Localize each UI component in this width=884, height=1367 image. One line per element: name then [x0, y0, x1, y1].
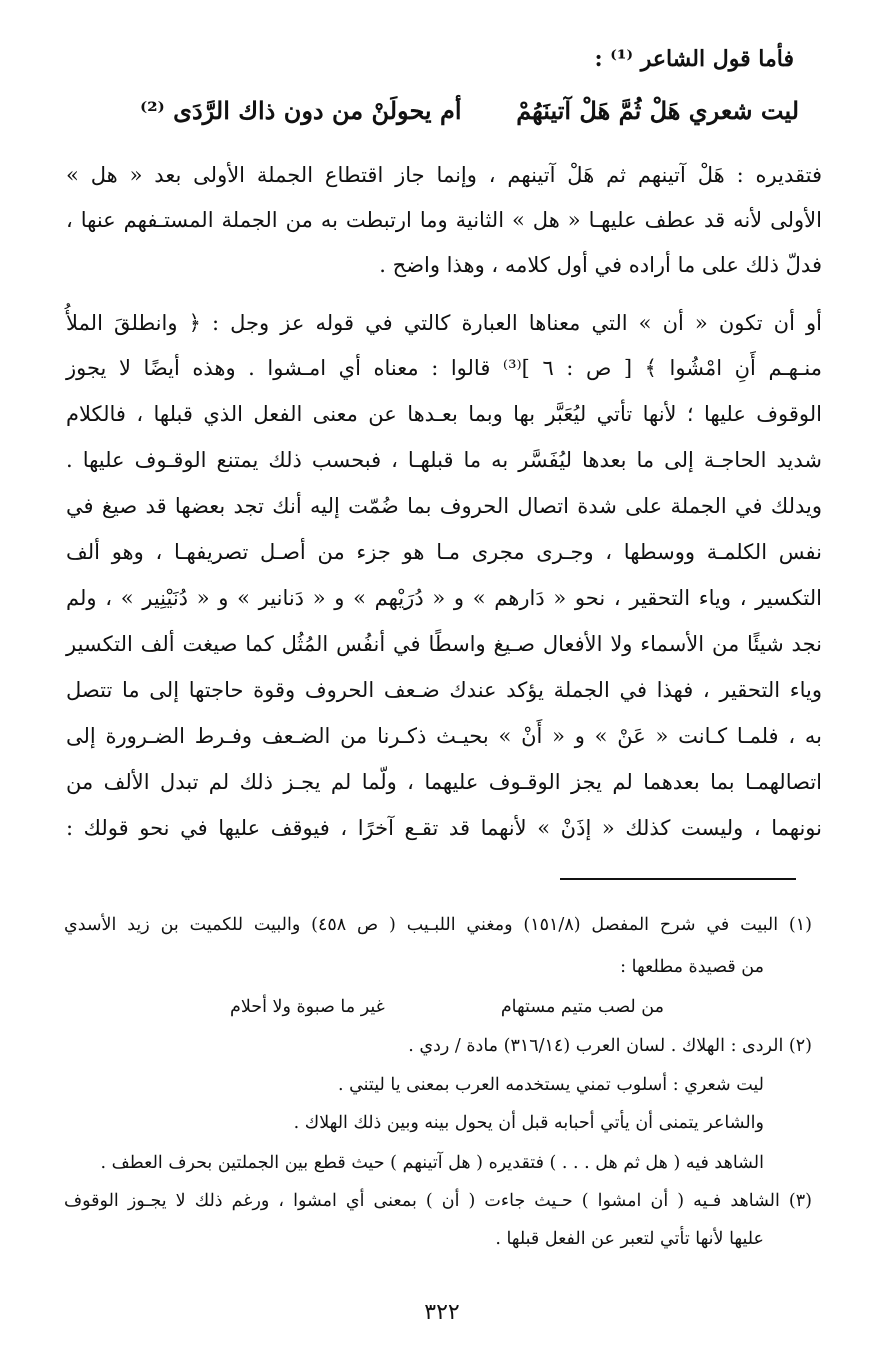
text-line: أو أن تكون « أن » التي معناها العبارة كالتي في قوله عز وجل : ﴿ وانطلقَ الملأُ [66, 311, 822, 335]
footnote-2-line: الشاهد فيه ( هل ثم هل . . . ) فتقديره ( هل آتينهم ) حيث قطع بين الجملتين بحرف العطف . [100, 1153, 764, 1173]
text-line: التكسير ، وياء التحقير ، نحو « دَارهم » و « دُرَيْهم » و « دَنانير » و « دُنَيْنِير » ، ولم [66, 586, 822, 610]
footnote-2-line: ليت شعري : أسلوب تمني يستخدمه العرب بمعنى يا ليتني . [337, 1075, 764, 1095]
text-line: الأولى لأنه قد عطف عليهـا « هل » الثانية وما ارتبطت به من الجملة المستـفهم عنها ، [66, 208, 822, 232]
verse-first-hemistich: ليت شعري هَلْ ثُمَّ هَلْ آتينَهُمْ [516, 96, 799, 125]
footnote-1-line: (١) البيت في شرح المفصل (١٥١/٨) ومغني اللبـيب ( ص ٤٥٨) والبيت للكميت بن زيد الأسدي [64, 915, 812, 935]
text-line: منـهـم أَنِ امْشُوا ﴾ [ ص : ٦ ]⁽³⁾ قالوا : معناه أي امـشوا . وهذه أيضًا لا يجوز [66, 356, 823, 380]
text-line: شديد الحاجـة إلى ما بعدها ليُفَسَّر به ما قبلهـا ، فبحسب ذلك يمتنع الوقـوف عليها . [66, 448, 822, 472]
footnote-separator [560, 878, 796, 880]
text-line: فتقديره : هَلْ آتينهم ثم هَلْ آتينهم ، وإنما جاز اقتطاع الجملة الأولى بعد « هل » [66, 163, 822, 187]
text-line: الوقوف عليها ؛ لأنها تأتي ليُعَبَّر بها وبما بعـدها عن معنى الفعل الذي قبلها ، فالكلام [66, 402, 822, 426]
text-line: نفس الكلمـة ووسطها ، وجـرى مجرى مـا هو جزء من أصـل تصريفهـا ، وهو ألف [66, 540, 822, 564]
footnote-1-line: من قصيدة مطلعها : [620, 957, 764, 977]
text-line: فدلّ ذلك على ما أراده في أول كلامه ، وهذا واضح . [379, 253, 822, 277]
text-line: به ، فلمـا كـانت « عَنْ » و « أَنْ » بحيـث ذكـرنا من الضـعف وفـرط الضـرورة إلى [66, 724, 822, 748]
footnote-2-line: والشاعر يتمنى أن يأتي أحبابه قبل أن يحول بينه وبين ذلك الهلاك . [293, 1113, 764, 1133]
text-line: نجد شيئًا من الأسماء ولا الأفعال صـيغ واسطًا في أنفُس المُثُل كما صيغت ألف التكسير [66, 632, 822, 656]
text-line: وياء التحقير ، فهذا في الجملة يؤكد عندك ضـعف الحروف وقوة حاجتها إلى ما تتصل [66, 678, 822, 702]
footnote-1-verse-first: من لصب متيم مستهام [500, 997, 664, 1017]
footnote-3-line: عليها لأنها تأتي لتعبر عن الفعل قبلها . [495, 1229, 764, 1249]
footnote-3-line: (٣) الشاهد فـيه ( أن امشوا ) حـيث جاءت ( أن ) بمعنى أي امشوا ، ورغم ذلك لا يجـوز الوقوف [64, 1191, 812, 1211]
page-number: ٣٢٢ [424, 1300, 460, 1325]
text-line: اتصالهمـا بما بعدهما لم يجز الوقـوف عليهما ، ولّما لم يجـز ذلك لم تبدل الألف من [66, 770, 822, 794]
text-line: نونهما ، وليست كذلك « إذَنْ » لأنهما قد تقـع آخرًا ، فيوقف عليها في نحو قولك : [66, 816, 822, 840]
footnote-1-verse-second: غير ما صبوة ولا أحلام [230, 997, 385, 1017]
footnote-2-line: (٢) الردى : الهلاك . لسان العرب (٣١٦/١٤) مادة / ردي . [408, 1036, 812, 1056]
text-line: ويدلك في الجملة على شدة اتصال الحروف بما ضُمّت إليه أنك تجد بعضها قد صيغ في [66, 494, 822, 518]
intro-line: فأما قول الشاعر ⁽¹⁾ : [594, 46, 794, 72]
verse-second-hemistich: أم يحولَنْ من دون ذاك الرَّدَى ⁽²⁾ [140, 96, 462, 125]
